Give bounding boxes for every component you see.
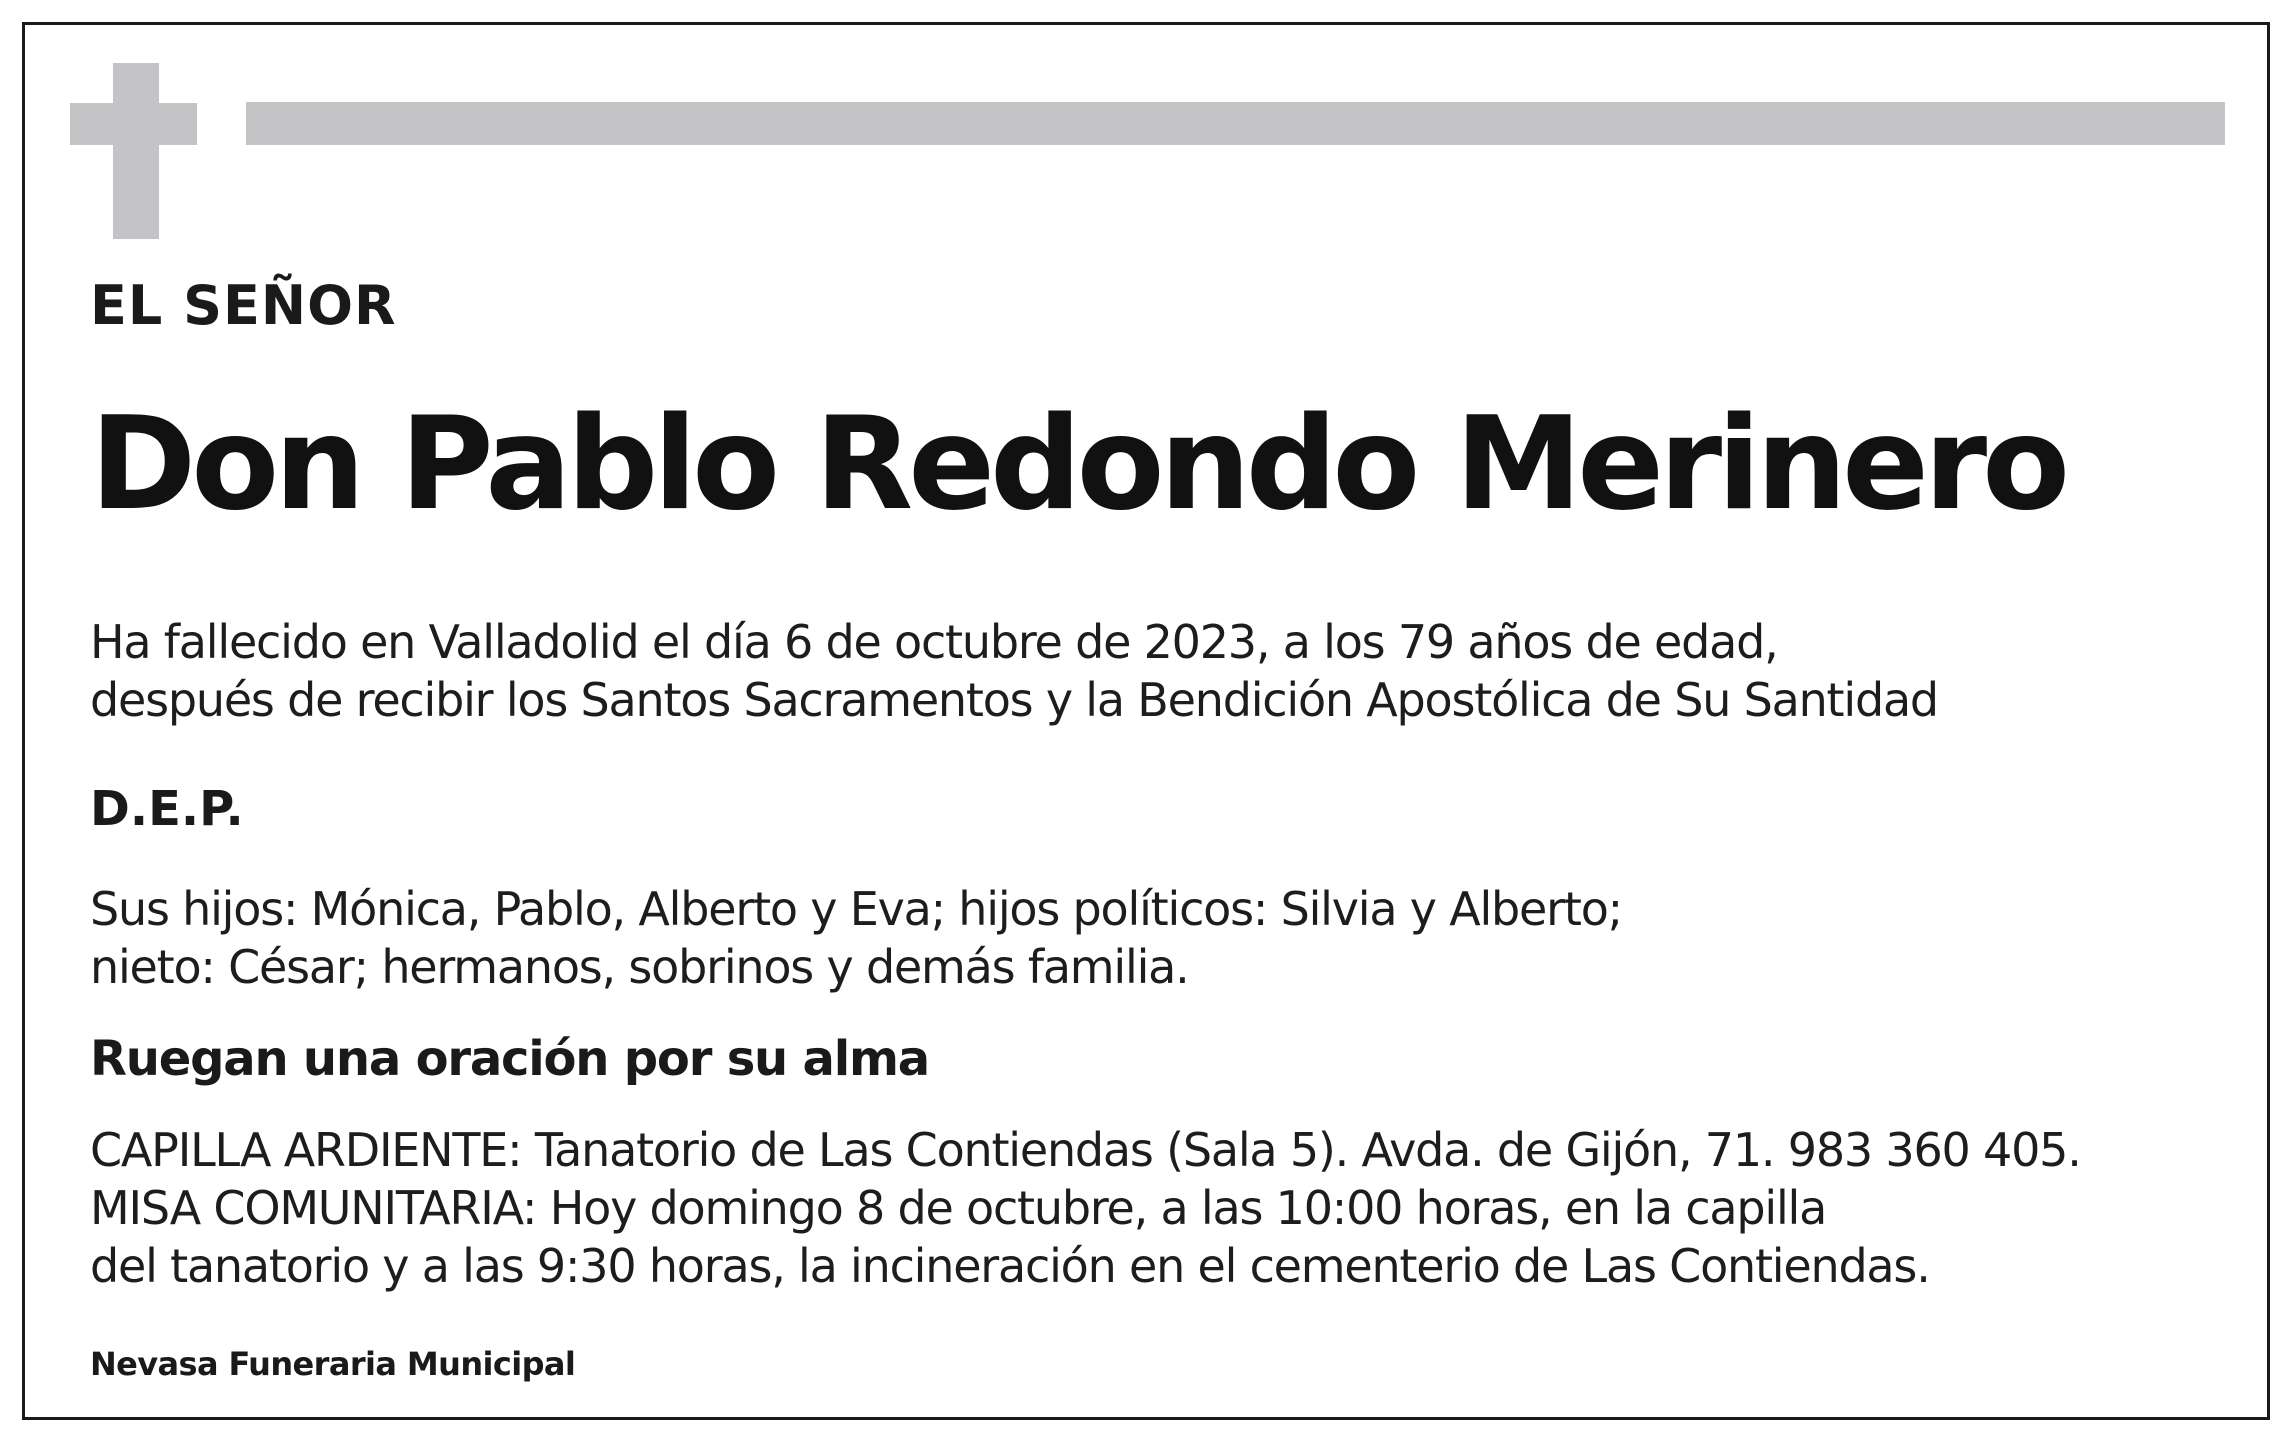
funeral-home-name: Nevasa Funeraria Municipal xyxy=(90,1345,576,1383)
death-info-line-1: Ha fallecido en Valladolid el día 6 de octubre de 2023, a los 79 años de edad, xyxy=(90,615,1778,669)
cross-vertical-beam xyxy=(113,63,159,239)
header-bar xyxy=(246,102,2225,145)
rip-label: D.E.P. xyxy=(90,781,244,837)
deceased-name: Don Pablo Redondo Merinero xyxy=(90,390,2065,539)
cross-horizontal-beam xyxy=(70,103,197,145)
death-info-line-2: después de recibir los Santos Sacramentos y la Bendición Apostólica de Su Santidad xyxy=(90,673,1938,727)
title-prefix: EL SEÑOR xyxy=(90,274,397,337)
family-line-2: nieto: César; hermanos, sobrinos y demás familia. xyxy=(90,940,1189,994)
prayer-request: Ruegan una oración por su alma xyxy=(90,1031,929,1087)
family-line-1: Sus hijos: Mónica, Pablo, Alberto y Eva; hijos políticos: Silvia y Alberto; xyxy=(90,882,1622,936)
service-info-line-2: MISA COMUNITARIA: Hoy domingo 8 de octubre, a las 10:00 horas, en la capilla xyxy=(90,1181,1827,1235)
service-info-line-1: CAPILLA ARDIENTE: Tanatorio de Las Contiendas (Sala 5). Avda. de Gijón, 71. 983 360 405. xyxy=(90,1123,2081,1177)
service-info-line-3: del tanatorio y a las 9:30 horas, la incineración en el cementerio de Las Contiendas. xyxy=(90,1239,1930,1293)
